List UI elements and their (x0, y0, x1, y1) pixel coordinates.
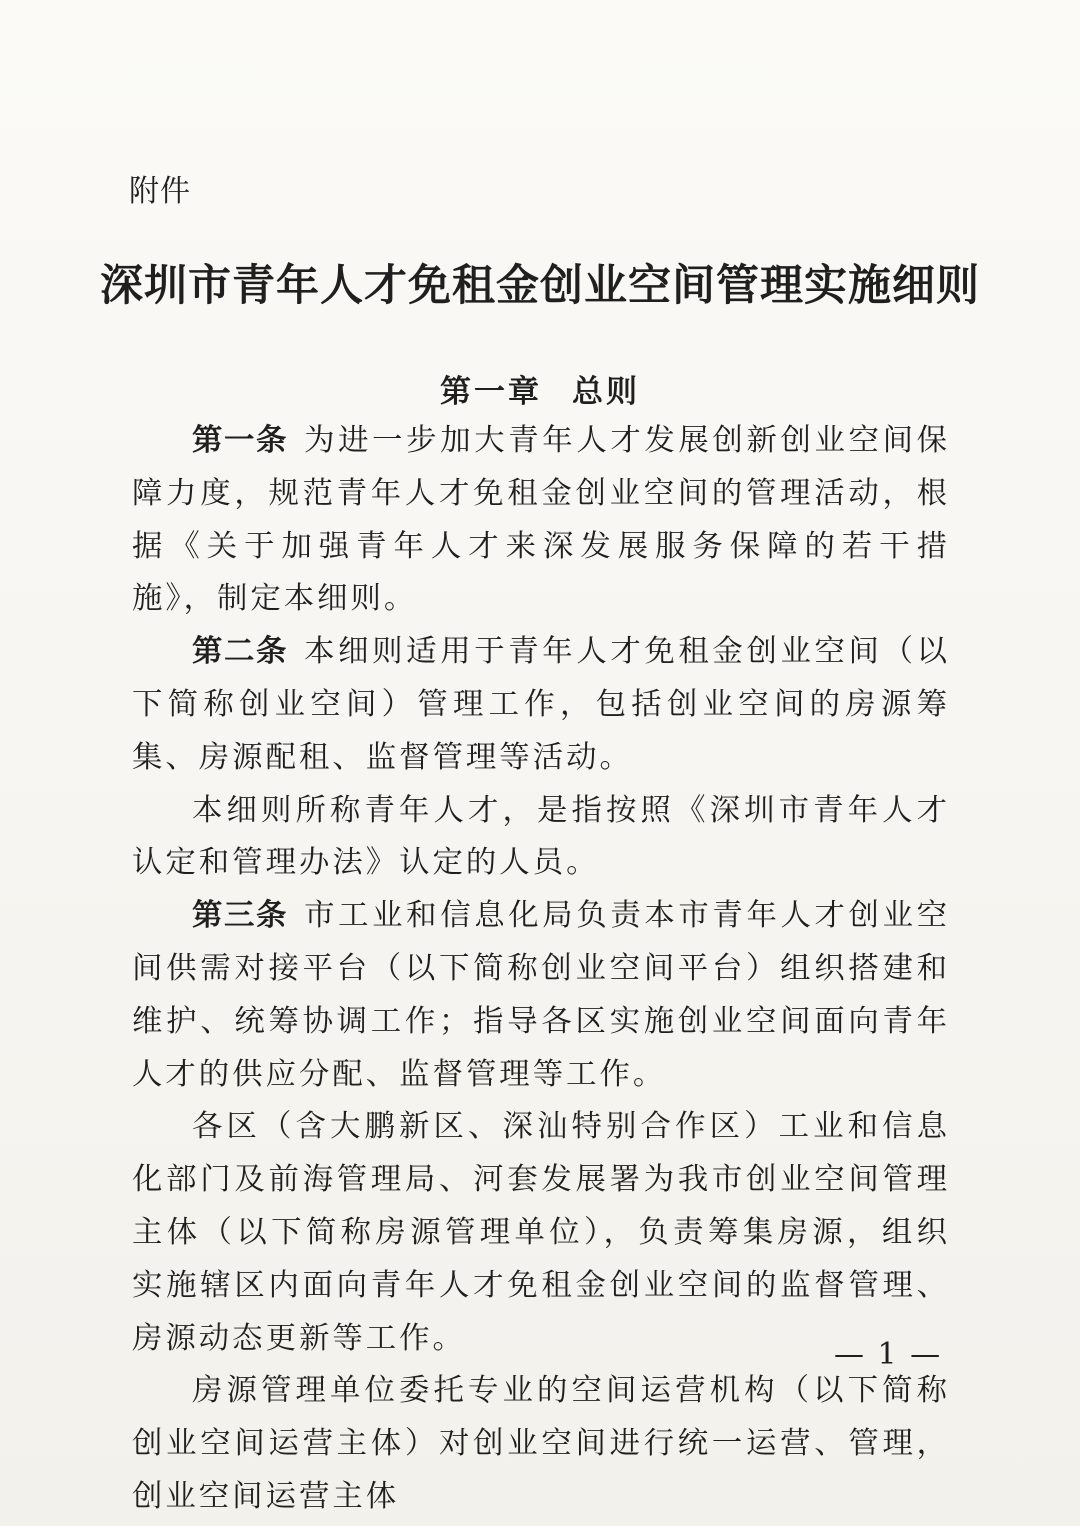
paragraph-article-3 (132, 890, 950, 1101)
paragraph-article-2 (132, 626, 950, 784)
document-body (132, 415, 950, 1524)
chapter-name: 总则 (572, 374, 640, 410)
paragraph-article-3-operator (132, 1365, 950, 1523)
paragraph-text: 为进一步加大青年人才发展创新创业空间保障力度，规范青年人才免租金创业空间的管理活动，根据《关于加强青年人才来深发展服务保障的若干措施》，制定本细则。 (132, 423, 950, 617)
paragraph-text: 各区（含大鹏新区、深汕特别合作区）工业和信息化部门及前海管理局、河套发展署为我市创业空间管理主体（以下简称房源管理单位），负责筹集房源，组织实施辖区内面向青年人才免租金创业空间的监督管理、房源动态更新等工作。 (132, 1109, 950, 1356)
document-title: 深圳市青年人才免租金创业空间管理实施细则 (100, 261, 980, 311)
page-number: — 1 — (834, 1337, 943, 1372)
paragraph-text: 房源管理单位委托专业的空间运营机构（以下简称创业空间运营主体）对创业空间进行统一运营、管理，创业空间运营主体 (132, 1373, 950, 1514)
chapter-number: 第一章 (440, 374, 542, 410)
article-number: 第一条 (192, 423, 289, 458)
paragraph-text: 市工业和信息化局负责本市青年人才创业空间供需对接平台（以下简称创业空间平台）组织搭建和维护、统筹协调工作；指导各区实施创业空间面向青年人才的供应分配、监督管理等工作。 (132, 898, 950, 1092)
paragraph-article-1 (132, 415, 950, 626)
paragraph-text: 本细则适用于青年人才免租金创业空间（以下简称创业空间）管理工作，包括创业空间的房源筹集、房源配租、监督管理等活动。 (132, 634, 950, 775)
chapter-heading (0, 366, 1080, 411)
article-number: 第二条 (192, 634, 289, 670)
attachment-label: 附件 (129, 174, 191, 209)
paragraph-article-3-district-duty (132, 1101, 950, 1365)
paragraph-text: 本细则所称青年人才，是指按照《深圳市青年人才认定和管理办法》认定的人员。 (132, 792, 950, 881)
paragraph-article-2-definition (132, 785, 950, 891)
article-number: 第三条 (192, 898, 289, 934)
